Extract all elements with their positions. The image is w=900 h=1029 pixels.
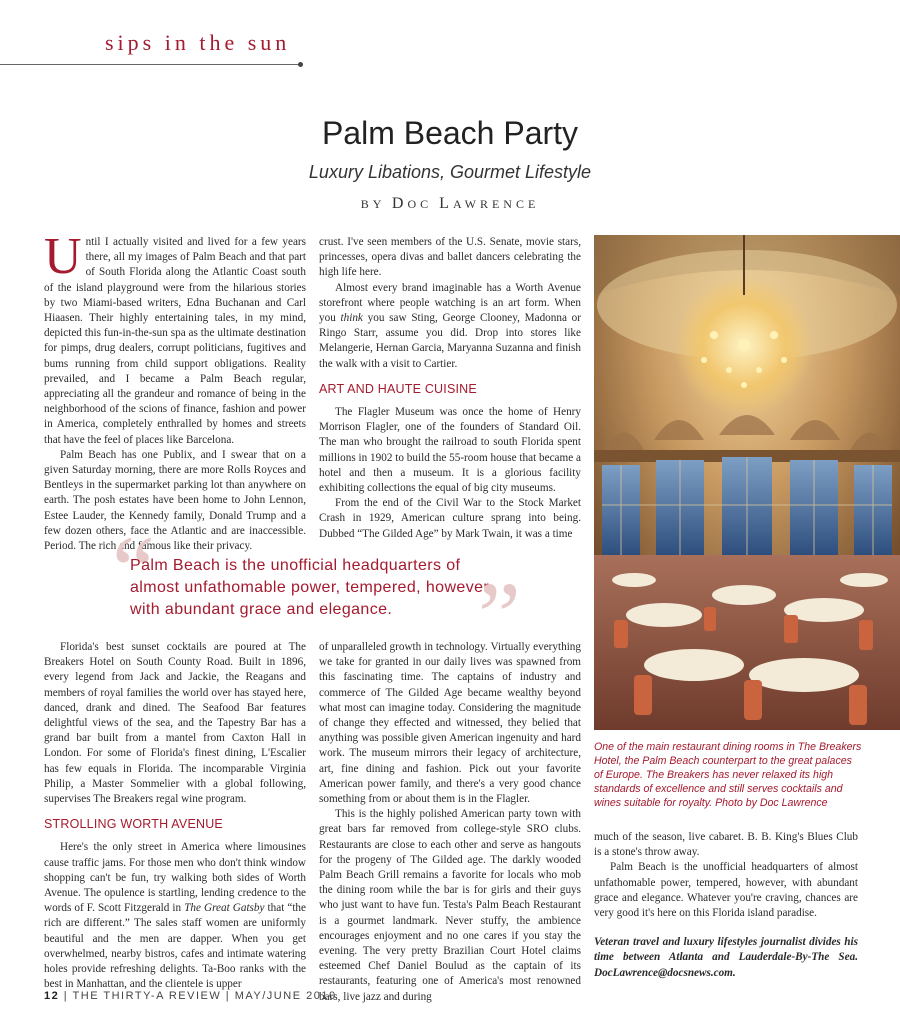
worth-avenue-paragraph xyxy=(319,281,581,372)
heading-strolling-worth-avenue: STROLLING WORTH AVENUE xyxy=(44,817,223,832)
open-quote-mark: “ xyxy=(112,516,155,623)
party-town-paragraph: This is the highly polished American party town with great bars far removed from college-style SRO clubs. Restaurants are close to each other and serve as hangouts for the progeny of The Gilded age. The darkly wooded Palm Beach Grill remains a favorite for locals who mob the dining room while the bar is for girls and their guys who just want to have fun. Testa's Palm Beach Restaurant is a gourmet landmark. Never stuffy, the ambience encourages enjoyment and no one cares if you stay the evening. The very pretty Brazilian Court Hotel claims esteemed Chef Daniel Boulud as the captain of its restaurants, featuring one of America's most renowned bars, live jazz and during xyxy=(319,808,581,1003)
footer-sep-1: | xyxy=(59,990,73,1002)
cabaret-paragraph: much of the season, live cabaret. B. B. King's Blues Club is a stone's throw away. xyxy=(594,831,858,859)
p4-emphasis: think xyxy=(340,312,363,325)
page-number: 12 xyxy=(44,990,60,1002)
byline-last-rest: AWRENCE xyxy=(452,197,540,211)
header-rule xyxy=(0,64,300,65)
intro-paragraph xyxy=(44,228,306,448)
pull-quote: Palm Beach is the unofficial headquarters of almost unfathomable power, tempered, however, with abundant grace and elegance. xyxy=(130,557,494,618)
closing-paragraph: Palm Beach is the unofficial headquarters of almost unfathomable power, tempered, however, with abundant grace and elegance. Whatever you're craving, chances are very good it's here on this Florida island paradise. xyxy=(594,861,858,920)
flagler-paragraph: The Flagler Museum was once the home of Henry Morrison Flagler, one of the founders of Standard Oil. The man who brought the railroad to south Florida spent millions in 1902 to build the 55-room house that became a hotel and then a museum. It is a glorious facility exhibiting collections the equal of big city museums. xyxy=(319,406,581,495)
author-bio: Veteran travel and luxury lifestyles journalist divides his time between Atlanta and Lauderdale-By-The Sea. DocLawrence@docsnews.com. xyxy=(594,936,858,979)
footer-sep-2: | xyxy=(221,990,235,1002)
heading-art-haute-cuisine: ART AND HAUTE CUISINE xyxy=(319,381,477,396)
publication-name: THE THIRTY-A REVIEW xyxy=(72,990,222,1002)
page-footer xyxy=(44,990,337,1002)
p4-text-b: you saw Sting, George Clooney, Madonna or Ringo Starr, assume you did. Drop into stores like Melangerie, Hernan Garcia, Maryanna Suzanna and finish the walk with a visit to Cartier. xyxy=(319,312,581,370)
p8-text-b: that “the rich are different.” The sales staff women are uniformly beautiful and the men are dapper. When you get overwhelmed, nearby bistros, cafes and intimate watering holes provide refreshing delights. Ta-Boo ranks with the best in Manhattan, and the clientele is upper xyxy=(44,902,306,991)
column-3 xyxy=(44,640,306,992)
growth-paragraph: of unparalleled growth in technology. Virtually everything we take for granted in our daily lives was spawned from this fascinating time. The captains of industry and commerce of The Gilded Age became wealthy beyond what most can imagine today. Considering the magnitude of change they effected and witnessed, they belied that anything was possible given American ingenuity and hard work. The museum mirrors their legacy of architecture, art, fine dining and fashion. Pick out your favorite American power family, and there's a very good chance something from or about them is in the Flagler. xyxy=(319,641,581,806)
p4-text-a: Almost every brand imaginable has a Worth Avenue storefront where people watching is an art form. When you xyxy=(319,281,581,325)
column-2 xyxy=(319,235,581,542)
p8-text-a: Here's the only street in America where limousines cause traffic jams. For those men who don't think window shopping can't be fun, try walking both sides of Worth Avenue. The opulence is startling, lending credence to the words of F. Scott Fitzgerald in xyxy=(44,841,306,915)
byline-last-initial: L xyxy=(439,195,453,212)
crust-paragraph: crust. I've seen members of the U.S. Senate, movie stars, princesses, opera divas and ballet dancers celebrating the high life here. xyxy=(319,236,581,279)
byline xyxy=(0,195,900,213)
section-header: sips in the sun xyxy=(105,30,291,55)
breakers-paragraph: Florida's best sunset cocktails are poured at The Breakers Hotel on South County Road. Built in 1896, every legend from Jack and Jackie, the Reagans and members of royal families the world over has stayed here, danced, drank and dined. The Seafood Bar features delightful views of the sea, and the Tapestry Bar has a grand bar built from a mantel from Caxton Hall in London. For some of Florida's finest dining, L'Escalier has few equals in Florida. The incomparable Virginia Philip, a Master Sommelier with a global following, supervises The Breakers regal wine program. xyxy=(44,641,306,806)
column-1 xyxy=(44,228,306,554)
worth-street-paragraph xyxy=(44,840,306,992)
issue-date: MAY/JUNE 2010 xyxy=(234,990,337,1002)
dining-room-photo xyxy=(594,235,900,730)
byline-first-rest: OC xyxy=(407,197,440,211)
header-rule-dot xyxy=(298,62,303,67)
photo-caption: One of the main restaurant dining rooms in The Breakers Hotel, the Palm Beach counterpart to the great palaces of Europe. The Breakers has never relaxed its high standards of excellence and still serves cocktails and wines suitable for royalty. Photo by Doc Lawrence xyxy=(594,741,862,809)
column-5 xyxy=(594,830,858,981)
gilded-age-paragraph: From the end of the Civil War to the Stock Market Crash in 1929, American culture sprang into being. Dubbed “The Gilded Age” by Mark Twain, it was a time xyxy=(319,497,581,540)
article-title: Palm Beach Party xyxy=(321,115,579,151)
p8-emphasis: The Great Gatsby xyxy=(184,902,265,915)
intro-text: ntil I actually visited and lived for a few years there, all my images of Palm Beach and that part of South Florida along the Atlantic Coast south of the island playground were from the hilarious stories by two Miami-based writers, Edna Buchanan and Carl Hiaasen. Their highly entertaining tales, in my mind, depicted this fun-in-the-sun spa as the ultimate destination for pimps, drug dealers, corrupt politicians, fugitives and bums running from child support obligations. Reality prevailed, and I became a Palm Beach regular, appreciating all the grandeur and romance of being in the neighborhood of the scions of finance, fashion and power in America, completely enthralled by homes and streets that have the feel of places like Barcelona. xyxy=(44,236,306,446)
publix-paragraph: Palm Beach has one Publix, and I swear that on a given Saturday morning, there are more Rolls Royces and Bentleys in the supermarket parking lot than anywhere on earth. The posh estates have been home to John Lennon, Estee Lauder, the Kennedy family, Donald Trump and a few dozen others, face the Atlantic and are inaccessible. Period. The rich and famous like their privacy. xyxy=(44,448,306,553)
byline-prefix: BY xyxy=(360,197,392,211)
drop-cap: U xyxy=(44,228,82,285)
column-4 xyxy=(319,640,581,1005)
close-quote-mark: ” xyxy=(478,562,521,669)
article-subtitle: Luxury Libations, Gourmet Lifestyle xyxy=(308,162,592,182)
byline-first-initial: D xyxy=(391,195,408,212)
